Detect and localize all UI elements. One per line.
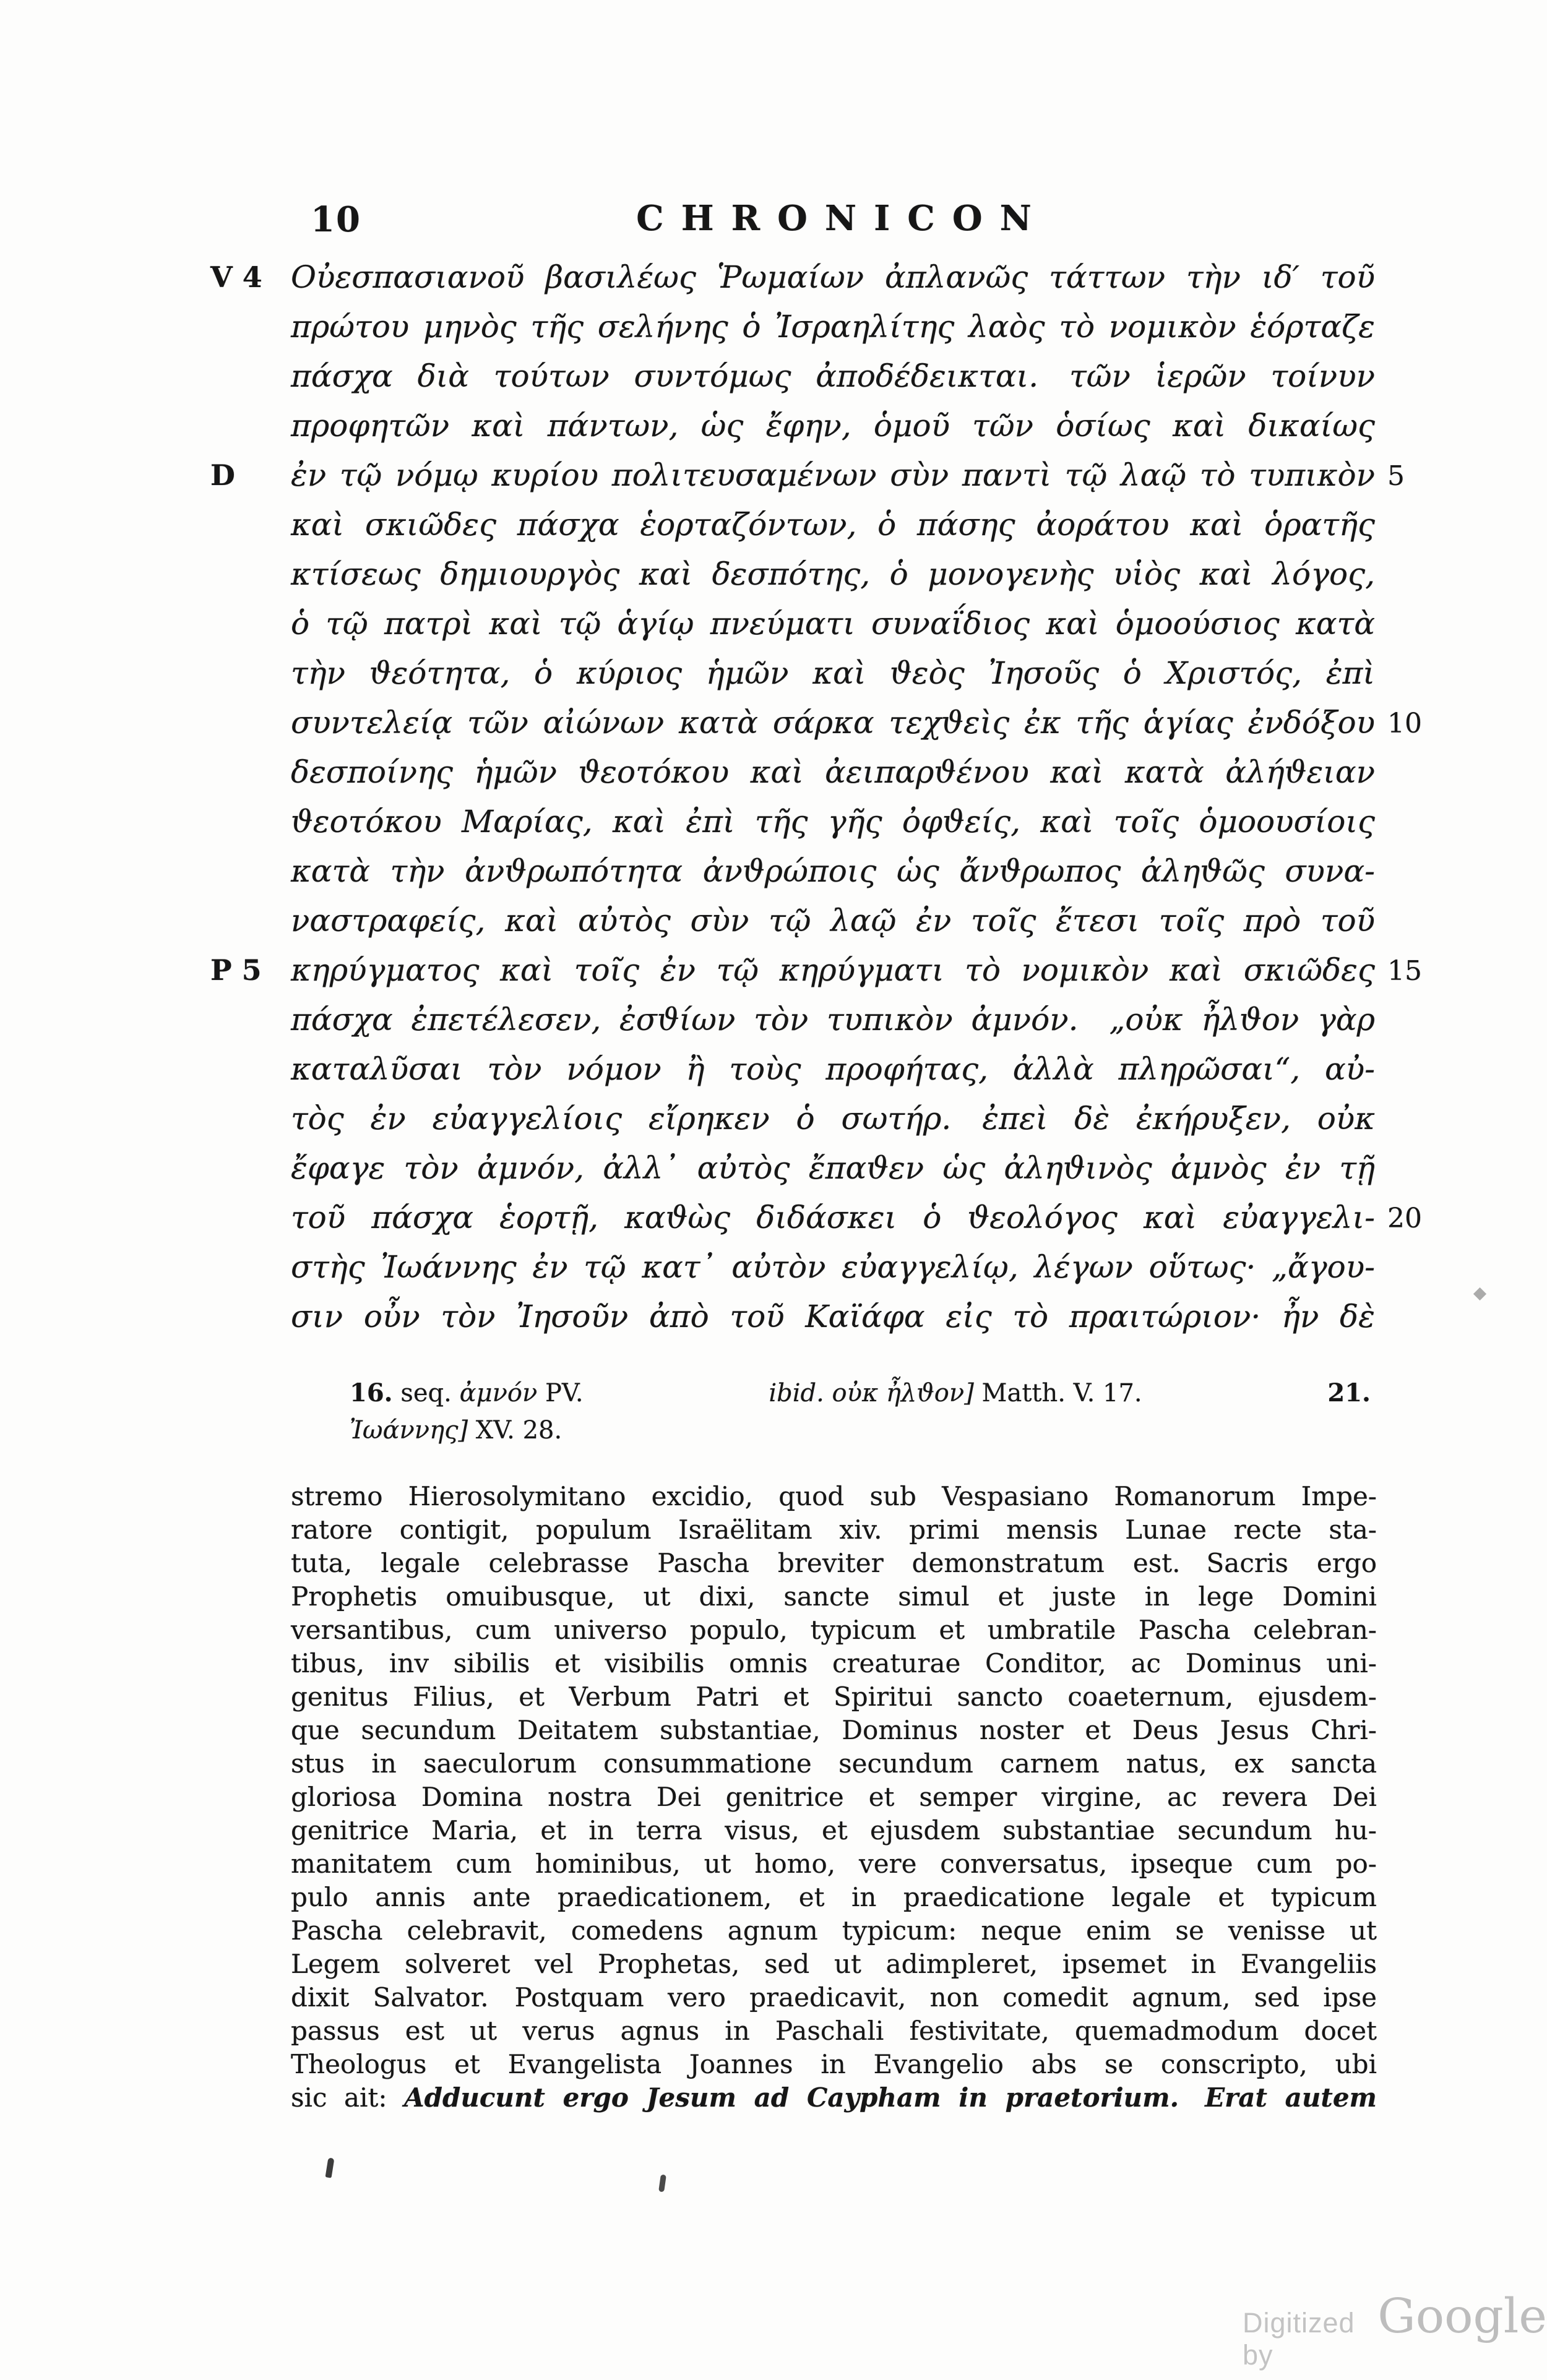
apparatus-bible-ref: Matth. V. 17.	[981, 1379, 1142, 1407]
greek-text-line	[291, 302, 1375, 351]
latin-last-prefix: sic ait:	[291, 2082, 404, 2113]
latin-text-line: pulo annis ante praedicationem, et in praedicatione legale et typicum	[291, 1882, 1377, 1912]
margin-siglum: P 5	[210, 953, 262, 987]
latin-text-line: genitrice Maria, et in terra visus, et ejusdem substantiae secundum hu-	[291, 1815, 1377, 1845]
greek-line-text: ναστραφείς, καὶ αὐτὸς σὺν τῷ λαῷ ἐν τοῖς ἔτεσι τοῖς πρὸ τοῦ	[291, 903, 1375, 939]
greek-text-line	[291, 549, 1375, 599]
greek-line-text: πρώτου μηνὸς τῆς σελήνης ὁ Ἰσραηλίτης λαὸς τὸ νομικὸν ἑόρταζε	[291, 309, 1375, 345]
critical-apparatus	[350, 1375, 1371, 1449]
latin-text-line: manitatem cum hominibus, ut homo, vere conversatus, ipseque cum po-	[291, 1849, 1377, 1879]
greek-text-line	[291, 599, 1375, 648]
greek-text-line	[291, 846, 1375, 896]
greek-text-line	[291, 1292, 1375, 1341]
latin-last-line	[291, 2081, 1377, 2115]
greek-text-line	[291, 797, 1375, 846]
greek-line-text: τὸς ἐν εὐαγγελίοις εἴρηκεν ὁ σωτήρ. ἐπεὶ δὲ ἐκήρυξεν, οὐκ	[291, 1101, 1375, 1136]
greek-text-line	[210, 252, 1375, 302]
latin-text-block	[291, 1480, 1377, 2115]
latin-text-line: gloriosa Domina nostra Dei genitrice et semper virgine, ac revera Dei	[291, 1782, 1377, 1812]
greek-text-line	[291, 747, 1375, 797]
apparatus-line-1	[350, 1375, 1371, 1412]
apparatus-note-16	[350, 1375, 584, 1412]
greek-text-line	[291, 995, 1375, 1044]
latin-text-line: Theologus et Evangelista Joannes in Evangelio abs se conscripto, ubi	[291, 2049, 1377, 2079]
greek-line-text: συντελείᾳ τῶν αἰώνων κατὰ σάρκα τεχϑεὶς ἐκ τῆς ἁγίας ἐνδόξου	[291, 705, 1375, 741]
greek-line-text: τοῦ πάσχα ἑορτῇ, καϑὼς διδάσκει ὁ ϑεολόγος καὶ εὐαγγελι-	[291, 1200, 1375, 1235]
greek-line-text: κηρύγματος καὶ τοῖς ἐν τῷ κηρύγματι τὸ νομικὸν καὶ σκιῶδες	[291, 952, 1375, 988]
greek-line-text: σιν οὖν τὸν Ἰησοῦν ἀπὸ τοῦ Καϊάφα εἰς τὸ πραιτώριον· ἦν δὲ	[291, 1299, 1375, 1334]
apparatus-greek-lemma: ἀμνόν	[459, 1379, 538, 1407]
greek-line-text: ἐν τῷ νόμῳ κυρίου πολιτευσαμένων σὺν παντὶ τῷ λαῷ τὸ τυπικὸν	[291, 457, 1375, 493]
apparatus-note-ibid	[769, 1375, 1142, 1412]
margin-siglum: V 4	[210, 260, 262, 294]
greek-text-line	[291, 1044, 1375, 1094]
greek-text-line	[291, 351, 1375, 401]
ink-speck	[325, 2157, 335, 2178]
greek-text-line	[210, 945, 1422, 995]
greek-line-text: κτίσεως δημιουργὸς καὶ δεσπότης, ὁ μονογενὴς υἱὸς καὶ λόγος,	[291, 556, 1375, 592]
page-number: 10	[311, 199, 361, 240]
greek-line-text: ϑεοτόκου Μαρίας, καὶ ἐπὶ τῆς γῆς ὀφϑείς, καὶ τοῖς ὁμοουσίοις	[291, 804, 1375, 840]
page-title: CHRONICON	[636, 198, 1049, 239]
greek-line-text: πάσχα διὰ τούτων συντόμως ἀποδέδεικται. τῶν ἱερῶν τοίνυν	[291, 358, 1375, 394]
ink-speck	[658, 2175, 666, 2193]
latin-text-line: versantibus, cum universo populo, typicum et umbratile Pascha celebran-	[291, 1615, 1377, 1645]
latin-text-line: Pascha celebravit, comedens agnum typicum: neque enim se venisse ut	[291, 1915, 1377, 1946]
latin-lines	[291, 1480, 1377, 2081]
greek-text-line	[291, 698, 1422, 747]
greek-line-text: ὁ τῷ πατρὶ καὶ τῷ ἁγίῳ πνεύματι συναΐδιος καὶ ὁμοούσιος κατὰ	[291, 606, 1375, 642]
latin-text-line: stus in saeculorum consummatione secundum carnem natus, ex sancta	[291, 1748, 1377, 1779]
latin-text-line: tuta, legale celebrasse Pascha breviter demonstratum est. Sacris ergo	[291, 1548, 1377, 1578]
apparatus-ibid-label: ibid.	[769, 1379, 824, 1407]
greek-text-block	[210, 252, 1422, 1341]
google-logo-text: Google	[1377, 2289, 1547, 2344]
greek-line-text: καταλῦσαι τὸν νόμον ἢ τοὺς προφήτας, ἀλλὰ πληρῶσαι“, αὐ-	[291, 1051, 1375, 1087]
latin-text-line: que secundum Deitatem substantiae, Dominus noster et Deus Jesus Chri-	[291, 1715, 1377, 1745]
apparatus-lineno-16: 16.	[350, 1378, 393, 1407]
latin-text-line: dixit Salvator. Postquam vero praedicavit, non comedit agnum, sed ipse	[291, 1982, 1377, 2013]
greek-text-line	[291, 1242, 1375, 1292]
latin-text-line: genitus Filius, et Verbum Patri et Spiritui sancto coaeternum, ejusdem-	[291, 1682, 1377, 1712]
latin-text-line: tibus, inv sibilis et visibilis omnis creaturae Conditor, ac Dominus uni-	[291, 1648, 1377, 1678]
greek-text-line	[291, 401, 1375, 450]
greek-text-line	[291, 648, 1375, 698]
apparatus-line-2	[350, 1412, 1371, 1449]
apparatus-greek-lemma-3: Ἰωάννης]	[350, 1416, 468, 1445]
greek-line-text: τὴν ϑεότητα, ὁ κύριος ἡμῶν καὶ ϑεὸς Ἰησοῦς ὁ Χριστός, ἐπὶ	[291, 655, 1375, 691]
latin-text-line: Prophetis omuibusque, ut dixi, sancte simul et juste in lege Domini	[291, 1581, 1377, 1612]
apparatus-bible-ref-2: XV. 28.	[475, 1416, 562, 1445]
ink-speck	[1473, 1287, 1486, 1300]
google-watermark	[1243, 2289, 1547, 2371]
greek-line-text: προφητῶν καὶ πάντων, ὡς ἔφην, ὁμοῦ τῶν ὁσίως καὶ δικαίως	[291, 408, 1375, 444]
greek-text-line	[291, 1143, 1375, 1193]
latin-text-line: stremo Hierosolymitano excidio, quod sub Vespasiano Romanorum Impe-	[291, 1481, 1377, 1511]
latin-text-line: Legem solveret vel Prophetas, sed ut adimpleret, ipsemet in Evangeliis	[291, 1949, 1377, 1979]
apparatus-lineno-21: 21.	[1327, 1378, 1371, 1407]
apparatus-greek-lemma-2: οὐκ ἦλϑον]	[832, 1379, 974, 1407]
greek-line-text: στὴς Ἰωάννης ἐν τῷ κατ᾽ αὐτὸν εὐαγγελίῳ, λέγων οὕτως· „ἄγου-	[291, 1249, 1375, 1285]
latin-text-line: passus est ut verus agnus in Paschali festivitate, quemadmodum docet	[291, 2016, 1377, 2046]
greek-text-line	[210, 450, 1405, 500]
greek-line-text: πάσχα ἐπετέλεσεν, ἐσϑίων τὸν τυπικὸν ἀμνόν. „οὐκ ἦλϑον γὰρ	[291, 1002, 1375, 1037]
latin-quotation-italic: Adducunt ergo Jesum ad Caypham in praetorium. Erat autem	[404, 2082, 1377, 2113]
line-number: 10	[1387, 708, 1422, 739]
apparatus-witness-sigla: PV.	[545, 1379, 584, 1407]
greek-line-text: κατὰ τὴν ἀνϑρωπότητα ἀνϑρώποις ὡς ἄνϑρωπος ἀληϑῶς συνα-	[291, 853, 1375, 889]
greek-line-text: ἔφαγε τὸν ἀμνόν, ἀλλ᾽ αὐτὸς ἔπαϑεν ὡς ἀληϑινὸς ἀμνὸς ἐν τῇ	[291, 1150, 1375, 1186]
line-number: 15	[1387, 955, 1422, 987]
greek-line-text: καὶ σκιῶδες πάσχα ἑορταζόντων, ὁ πάσης ἀοράτου καὶ ὁρατῆς	[291, 507, 1375, 543]
line-number: 5	[1387, 460, 1405, 492]
greek-text-line	[291, 500, 1375, 549]
greek-text-line	[291, 896, 1375, 945]
latin-text-line: ratore contigit, populum Israëlitam xiv. primi mensis Lunae recte sta-	[291, 1514, 1377, 1545]
line-number: 20	[1387, 1203, 1422, 1234]
greek-text-line	[291, 1094, 1375, 1143]
greek-text-line	[291, 1193, 1422, 1242]
margin-siglum: D	[210, 458, 235, 492]
greek-line-text: δεσποίνης ἡμῶν ϑεοτόκου καὶ ἀειπαρϑένου καὶ κατὰ ἀλήϑειαν	[291, 754, 1375, 790]
apparatus-seq-label: seq.	[400, 1379, 452, 1407]
greek-line-text: Οὐεσπασιανοῦ βασιλέως Ῥωμαίων ἀπλανῶς τάττων τὴν ιδ′ τοῦ	[291, 259, 1375, 295]
digitized-by-text: Digitized by	[1243, 2307, 1355, 2371]
